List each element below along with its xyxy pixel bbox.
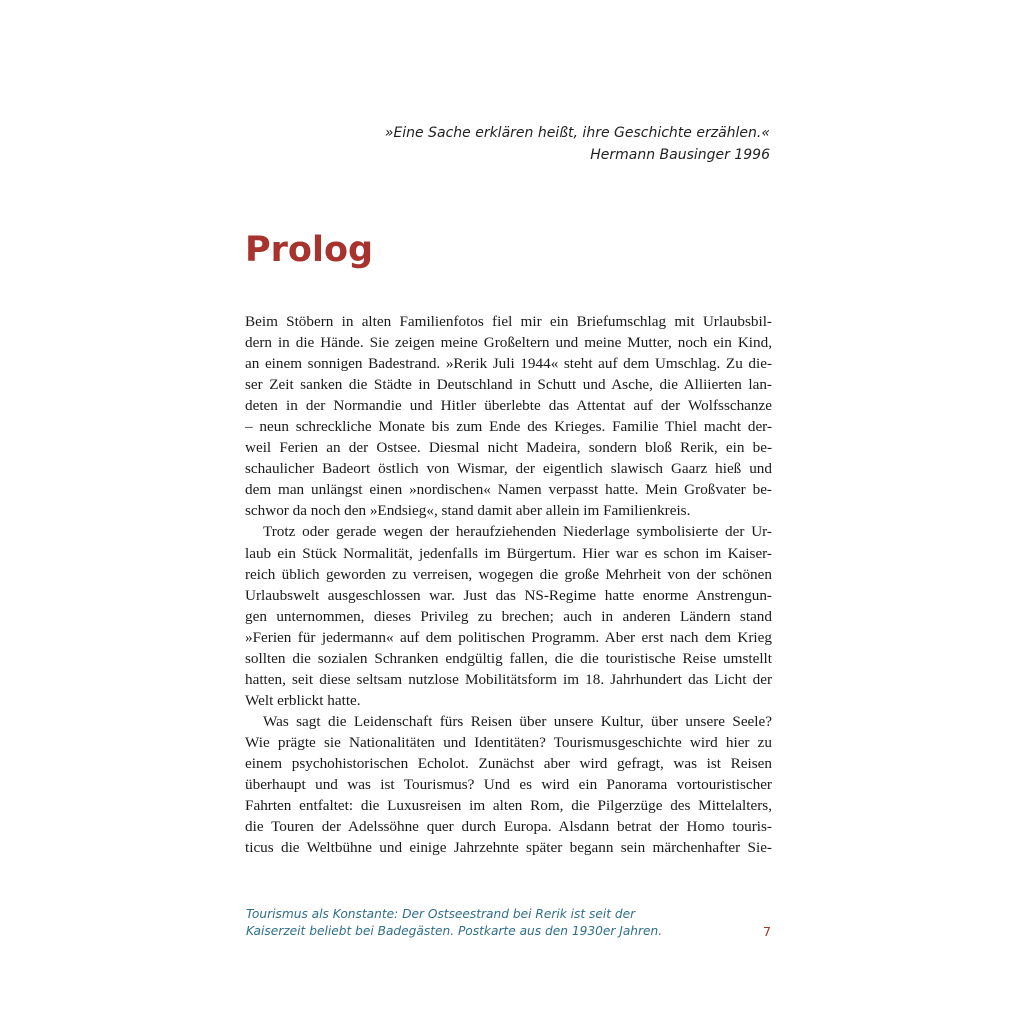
text-line: Urlaubswelt ausgeschlossen war. Just das NS-Regime hatte enorme Anstrengun- bbox=[245, 586, 772, 604]
epigraph-attribution: Hermann Bausinger 1996 bbox=[590, 147, 770, 163]
page-number: 7 bbox=[763, 924, 771, 939]
text-line: ser Zeit sanken die Städte in Deutschland in Schutt und Asche, die Alliierten lan- bbox=[245, 376, 772, 394]
text-line: Beim Stöbern in alten Familienfotos fiel mir ein Briefumschlag mit Urlaubsbil- bbox=[245, 313, 772, 330]
text-line: Fahrten entfaltet: die Luxusreisen im alten Rom, die Pilgerzüge des Mittelalters, bbox=[245, 797, 772, 815]
text-line: schaulicher Badeort östlich von Wismar, der eigentlich slawisch Gaarz hieß und bbox=[245, 460, 772, 478]
text-line: überhaupt und was ist Tourismus? Und es wird ein Panorama vortouristischer bbox=[245, 776, 772, 794]
text-line: Wie prägte sie Nationalitäten und Identitäten? Tourismusgeschichte wird hier zu bbox=[245, 733, 772, 751]
text-line: an einem sonnigen Badestrand. »Rerik Juli 1944« steht auf dem Umschlag. Zu die- bbox=[245, 355, 772, 373]
text-line: weil Ferien an der Ostsee. Diesmal nicht Madeira, sondern bloß Rerik, ein be- bbox=[245, 439, 772, 457]
caption-line: Tourismus als Konstante: Der Ostseestrand bei Rerik ist seit der bbox=[246, 907, 636, 921]
text-line: ticus die Weltbühne und einige Jahrzehnte später begann sein märchenhafter Sie- bbox=[245, 839, 772, 857]
text-line: Was sagt die Leidenschaft fürs Reisen über unsere Kultur, über unsere Seele? bbox=[263, 712, 772, 730]
text-line: »Ferien für jedermann« auf dem politischen Programm. Aber erst nach dem Krieg bbox=[245, 628, 772, 646]
text-line: – neun schreckliche Monate bis zum Ende des Krieges. Familie Thiel macht der- bbox=[245, 418, 772, 436]
epigraph-quote: »Eine Sache erklären heißt, ihre Geschichte erzählen.« bbox=[384, 125, 770, 141]
text-line: reich üblich geworden zu verreisen, wogegen die große Mehrheit von der schönen bbox=[245, 565, 772, 583]
text-line: dem man unlängst einen »nordischen« Namen verpasst hatte. Mein Großvater be- bbox=[245, 481, 772, 499]
text-line: sollten die sozialen Schranken endgültig fallen, die die touristische Reise umstellt bbox=[245, 649, 772, 667]
text-line: die Touren der Adelssöhne quer durch Europa. Alsdann betrat der Homo touris- bbox=[245, 818, 772, 836]
text-line: gen unternommen, dieses Privileg zu brechen; auch in anderen Ländern stand bbox=[245, 607, 772, 625]
text-line: hatten, seit diese seltsam nutzlose Mobilitätsform im 18. Jahrhundert das Licht der bbox=[245, 670, 772, 688]
caption-line: Kaiserzeit beliebt bei Badegästen. Postkarte aus den 1930er Jahren. bbox=[246, 924, 663, 938]
text-line: deten in der Normandie und Hitler überlebte das Attentat auf der Wolfsschanze bbox=[245, 397, 772, 415]
text-line: schwor da noch den »Endsieg«, stand damit aber allein im Familienkreis. bbox=[245, 502, 691, 520]
text-line: Welt erblickt hatte. bbox=[245, 691, 361, 709]
epigraph bbox=[385, 122, 770, 166]
text-line: laub ein Stück Normalität, jedenfalls im Bürgertum. Hier war es schon im Kaiser- bbox=[245, 544, 772, 562]
text-line: Trotz oder gerade wegen der heraufziehenden Niederlage symbolisierte der Ur- bbox=[263, 523, 772, 541]
text-line: dern in die Hände. Sie zeigen meine Großeltern und meine Mutter, noch ein Kind, bbox=[245, 334, 772, 352]
body-text bbox=[245, 311, 772, 858]
chapter-title: Prolog bbox=[245, 230, 374, 270]
text-line: einem psychohistorischen Echolot. Zunächst aber wird gefragt, was ist Reisen bbox=[245, 754, 772, 772]
image-caption bbox=[246, 906, 662, 940]
